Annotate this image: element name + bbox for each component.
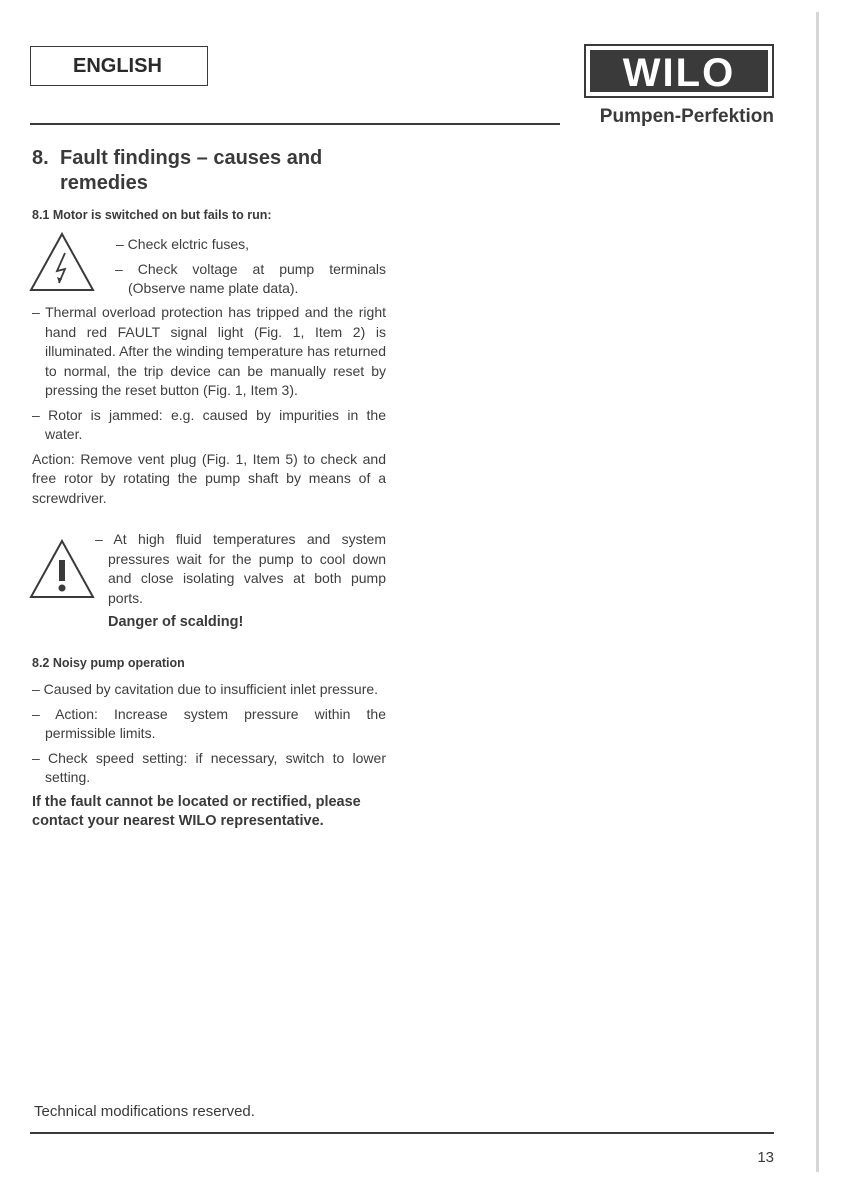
item-increase-pressure: – Action: Increase system pressure within the permissible limits. [32,705,386,741]
section-number: 8. [32,147,49,169]
subheading-8-1: 8.1 Motor is switched on but fails to run: [32,208,272,222]
footer-divider [30,1132,774,1134]
language-label [30,46,208,86]
page-edge [816,12,819,1172]
slogan: Pumpen-Perfektion [599,106,774,127]
caution-block [96,530,386,638]
subheading-8-2: 8.2 Noisy pump operation [32,656,185,670]
warn-item-voltage: – Check voltage at pump terminals (Observe name plate data). [115,260,386,296]
motor-items [32,303,386,513]
caution-text: – At high fluid temperatures and system pressures wait for the pump to cool down and close isolating valves at both pump ports. [95,531,386,606]
page-number: 13 [757,1149,774,1166]
item-speed-setting: – Check speed setting: if necessary, switch to lower setting. [32,749,386,785]
item-rotor-jammed: – Rotor is jammed: e.g. caused by impurities in the water. [32,406,386,442]
logo-wordmark: WILO [622,51,736,95]
footer-note: Technical modifications reserved. [34,1103,255,1120]
danger-text: Danger of scalding! [108,614,244,630]
noise-items [32,680,386,837]
language-text: ENGLISH [73,54,162,77]
contact-text: If the fault cannot be located or rectified, please contact your nearest WILO representative. [32,793,361,829]
header-divider [30,123,560,125]
item-thermal-overload: – Thermal overload protection has tripped and the right hand red FAULT signal light (Fig. 1, Item 2) is illuminated. After the winding temperature has returned to normal, the trip device can be manually reset by pressing the reset button (Fig. 1, Item 3). [32,304,386,398]
section-title [32,146,392,196]
action-text: Action: Remove vent plug (Fig. 1, Item 5) to check and free rotor by rotating the pump shaft by means of a screwdriver. [32,450,386,506]
warn-item-fuses: – Check elctric fuses, [116,236,250,252]
wilo-logo [584,44,774,98]
section-title-line2: remedies [60,172,148,194]
warn-items [116,235,386,304]
caution-warning-icon [28,538,96,600]
electric-warning-icon [28,231,96,293]
item-cavitation: – Caused by cavitation due to insufficient inlet pressure. [32,681,379,697]
section-title-line1: Fault findings – causes and [60,147,323,169]
